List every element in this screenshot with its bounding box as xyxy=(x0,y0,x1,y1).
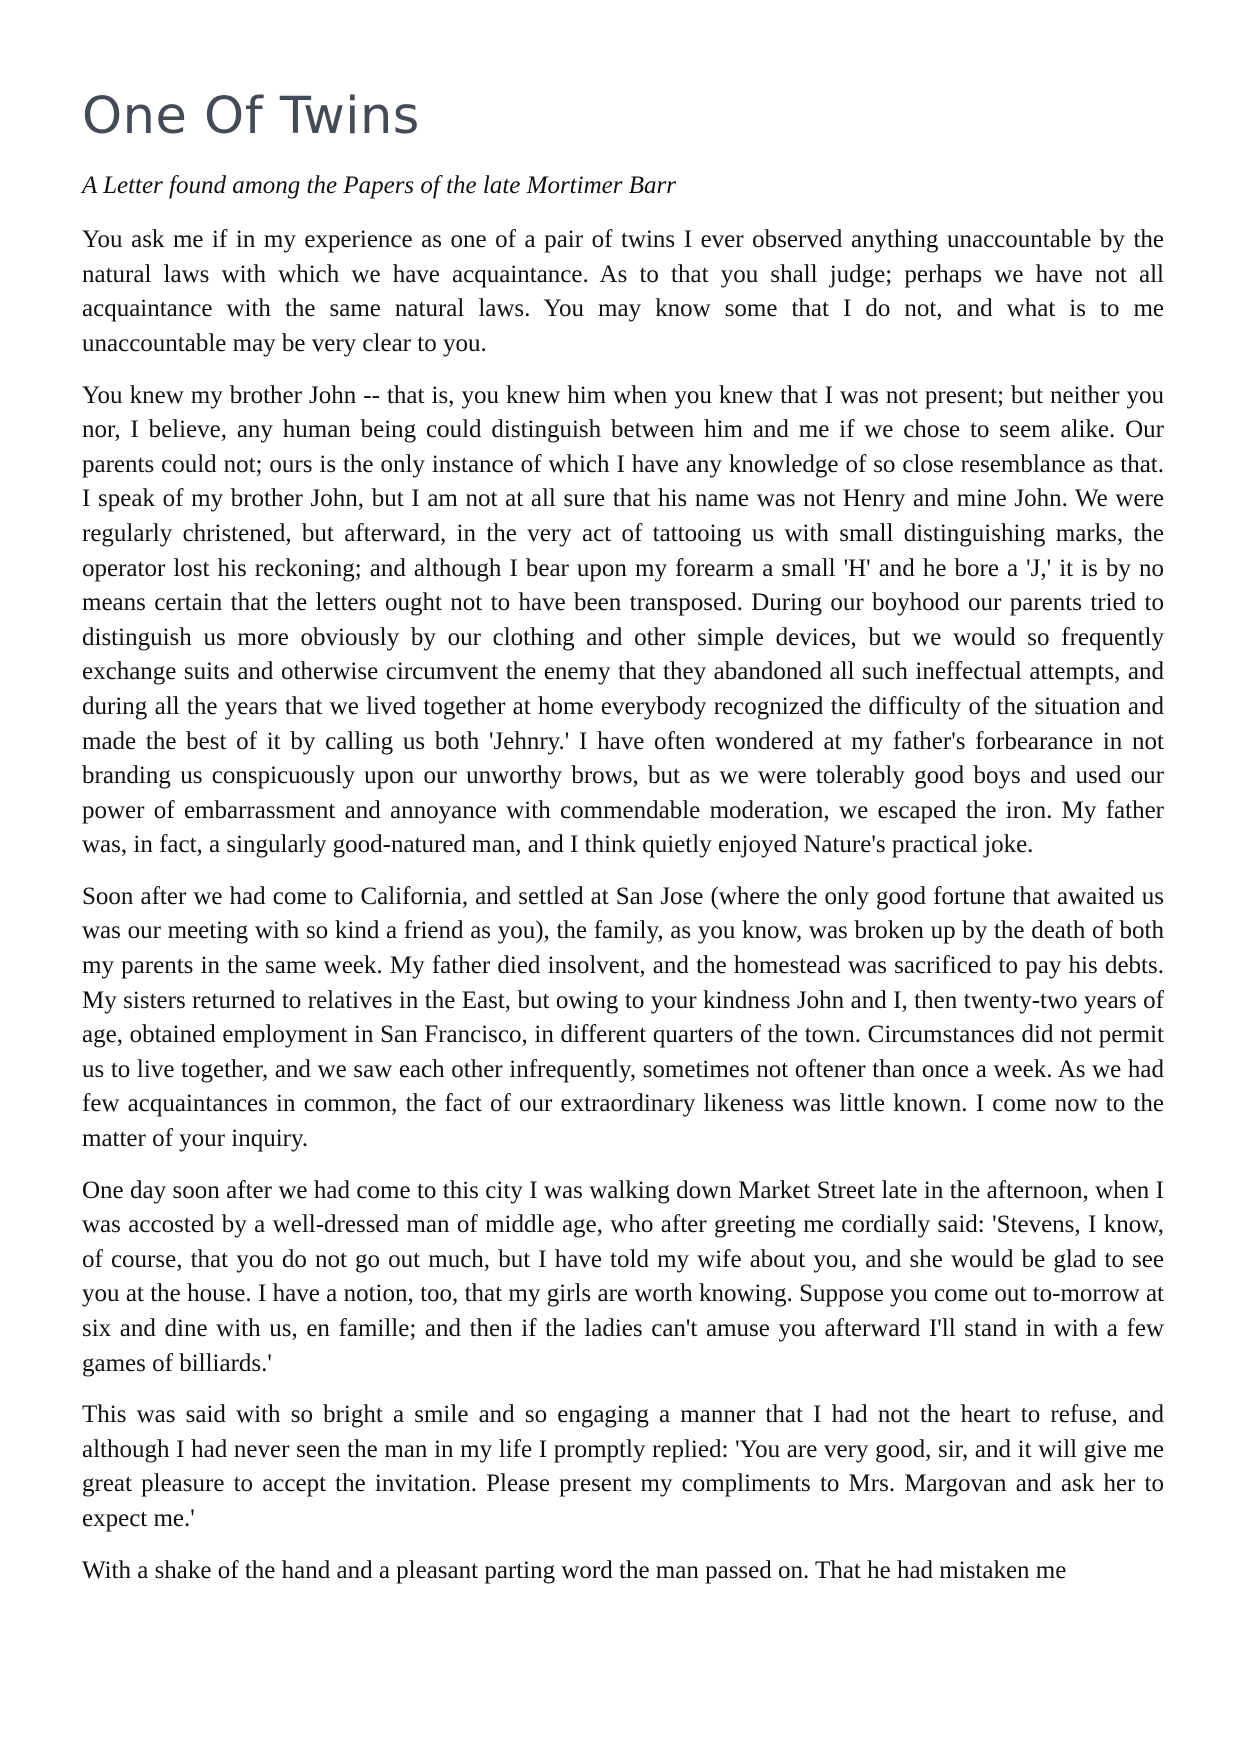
paragraph: You knew my brother John -- that is, you knew him when you knew that I was not present; but neither you nor, I believe, any human being could distinguish between him and me if we chose to seem alike. Our parents could not; ours is the only instance of which I have any knowledge of so close resemblance as that. I speak of my brother John, but I am not at all sure that his name was not Henry and mine John. We were regularly christened, but afterward, in the very act of tattooing us with small distinguishing marks, the operator lost his reckoning; and although I bear upon my forearm a small 'H' and he bore a 'J,' it is by no means certain that the letters ought not to have been transposed. During our boyhood our parents tried to distinguish us more obviously by our clothing and other simple devices, but we would so frequently exchange suits and otherwise circumvent the enemy that they abandoned all such ineffectual attempts, and during all the years that we lived together at home everybody recognized the difficulty of the situation and made the best of it by calling us both 'Jehnry.' I have often wondered at my father's forbearance in not branding us conspicuously upon our unworthy brows, but as we were tolerably good boys and used our power of embarrassment and annoyance with commendable moderation, we escaped the iron. My father was, in fact, a singularly good-natured man, and I think quietly enjoyed Nature's practical joke. xyxy=(82,381,1164,859)
paragraph: Soon after we had come to California, and settled at San Jose (where the only good fortune that awaited us was our meeting with so kind a friend as you), the family, as you know, was broken up by the death of both my parents in the same week. My father died insolvent, and the homestead was sacrificed to pay his debts. My sisters returned to relatives in the East, but owing to your kindness John and I, then twenty-two years of age, obtained employment in San Francisco, in different quarters of the town. Circumstances did not permit us to live together, and we saw each other infrequently, sometimes not oftener than once a week. As we had few acquaintances in common, the fact of our extraordinary likeness was little known. I come now to the matter of your inquiry. xyxy=(82,882,1164,1153)
paragraph: You ask me if in my experience as one of a pair of twins I ever observed anything unaccountable by the natural laws with which we have acquaintance. As to that you shall judge; perhaps we have not all acquaintance with the same natural laws. You may know some that I do not, and what is to me unaccountable may be very clear to you. xyxy=(82,226,1164,357)
paragraph: One day soon after we had come to this city I was walking down Market Street late in the afternoon, when I was accosted by a well-dressed man of middle age, who after greeting me cordially said: 'Stevens, I know, of course, that you do not go out much, but I have told my wife about you, and she would be glad to see you at the house. I have a notion, too, that my girls are worth knowing. Suppose you come out to-morrow at six and dine with us, en famille; and then if the ladies can't amuse you afterward I'll stand in with a few games of billiards.' xyxy=(82,1176,1164,1377)
page-title: One Of Twins xyxy=(82,87,420,146)
paragraph: With a shake of the hand and a pleasant parting word the man passed on. That he had mistaken me xyxy=(82,1556,1067,1584)
document-page xyxy=(82,86,1164,1605)
subtitle: A Letter found among the Papers of the late Mortimer Barr xyxy=(82,172,676,200)
paragraph: This was said with so bright a smile and so engaging a manner that I had not the heart to refuse, and although I had never seen the man in my life I promptly replied: 'You are very good, sir, and it will give me great pleasure to accept the invitation. Please present my compliments to Mrs. Margovan and ask her to expect me.' xyxy=(82,1401,1164,1532)
